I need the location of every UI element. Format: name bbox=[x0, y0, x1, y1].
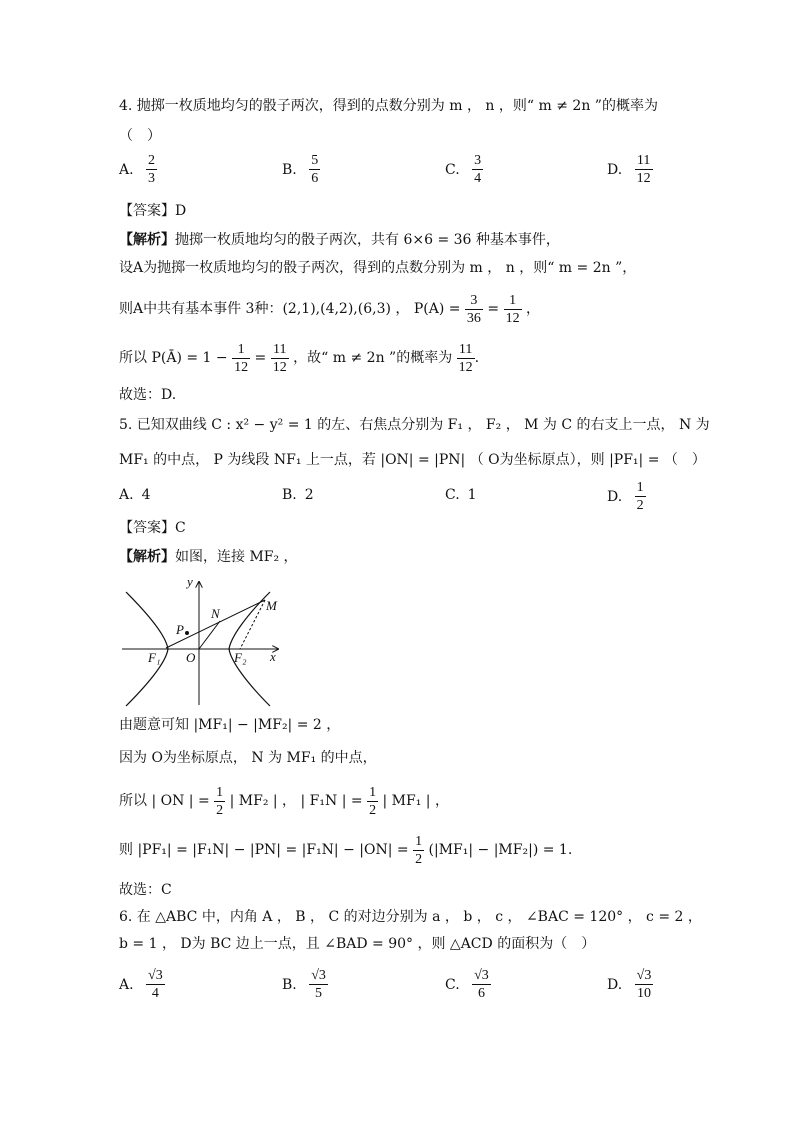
q4-option-d: D. $\frac{11}{12}$ bbox=[607, 153, 651, 186]
point-p bbox=[185, 631, 189, 635]
q5-stem-2: MF₁ 的中点， P 为线段 NF₁ 上一点，若 |ON| = |PN| （ O为坐标原点），则 |PF₁| = （ ） bbox=[119, 452, 706, 468]
label-f1: F₁ bbox=[148, 650, 161, 665]
q6-option-c: C. $\frac{√3}{6}$ bbox=[445, 968, 489, 1001]
q4-option-b: B. $\frac{5}{6}$ bbox=[282, 153, 319, 186]
q4-option-a: A. $\frac{2}{3}$ bbox=[119, 153, 156, 186]
label-p: P bbox=[176, 622, 184, 637]
q5-line-1: 由题意可知 |MF₁| − |MF₂| = 2 ， bbox=[119, 717, 341, 733]
q4-analysis-2: 设A为抛掷一枚质地均匀的骰子两次，得到的点数分别为 m ， n ，则“ m = 2n ”， bbox=[119, 260, 637, 276]
label-n: N bbox=[211, 606, 220, 621]
q5-option-d: D. $\frac{1}{2}$ bbox=[607, 480, 644, 513]
q5-conclusion: 故选：C bbox=[119, 882, 172, 898]
q4-analysis-3: 则A中共有基本事件 3种：(2,1),(4,2),(6,3) ， P(A) = $\frac{3}{36}$ = $\frac{1}{12}$ ， bbox=[119, 292, 541, 326]
q5-analysis-1: 【解析】如图，连接 MF₂ ， bbox=[119, 549, 298, 565]
q5-option-b: B. 2 bbox=[282, 487, 314, 503]
label-o: O bbox=[186, 650, 196, 665]
q4-analysis-4: 所以 P(Ā) = 1 − $\frac{1}{12}$ = $\frac{11}{12}$ ，故“ m ≠ 2n ”的概率为 $\frac{11}{12}$ . bbox=[119, 341, 480, 375]
q4-stem: 4. 抛掷一枚质地均匀的骰子两次，得到的点数分别为 m ， n ，则“ m ≠ 2n ”的概率为 bbox=[119, 98, 658, 114]
label-y: y bbox=[187, 574, 193, 589]
segment-m-f2-dashed bbox=[240, 600, 265, 649]
q4-paren: （ ） bbox=[119, 128, 161, 144]
q6-stem-2: b = 1 ， D为 BC 边上一点，且 ∠BAD = 90° ，则 △ACD 的面积为（ ） bbox=[119, 936, 596, 952]
q5-option-a: A. 4 bbox=[119, 487, 151, 503]
label-f2: F₂ bbox=[234, 650, 247, 665]
q5-answer: 【答案】C bbox=[119, 520, 186, 536]
q6-option-d: D. $\frac{√3}{10}$ bbox=[607, 968, 652, 1001]
q4-analysis-1: 【解析】抛掷一枚质地均匀的骰子两次，共有 6×6 = 36 种基本事件， bbox=[119, 232, 560, 248]
hyperbola-figure bbox=[118, 574, 288, 709]
q5-line-3: 所以 | ON | = $\frac{1}{2}$ | MF₂ | ， | F₁N | = $\frac{1}{2}$ | MF₁ | ， bbox=[119, 784, 449, 818]
segment-o-n bbox=[199, 621, 220, 649]
q4-conclusion: 故选：D. bbox=[119, 387, 177, 403]
q4-option-c: C. $\frac{3}{4}$ bbox=[445, 153, 482, 186]
q6-option-b: B. $\frac{√3}{5}$ bbox=[282, 968, 326, 1001]
q5-line-2: 因为 O为坐标原点， N 为 MF₁ 的中点， bbox=[119, 750, 377, 766]
q5-stem-1: 5. 已知双曲线 C : x² − y² = 1 的左、右焦点分别为 F₁ ， F₂ ， M 为 C 的右支上一点， N 为 bbox=[119, 417, 710, 433]
q6-stem-1: 6. 在 △ABC 中，内角 A ， B ， C 的对边分别为 a ， b ， c ， ∠BAC = 120° ， c = 2 ， bbox=[119, 909, 702, 925]
q5-line-4: 则 |PF₁| = |F₁N| − |PN| = |F₁N| − |ON| = $\frac{1}{2}$ (|MF₁| − |MF₂|) = 1. bbox=[119, 833, 573, 867]
label-m: M bbox=[266, 598, 277, 613]
label-x: x bbox=[270, 649, 276, 664]
q5-option-c: C. 1 bbox=[445, 487, 477, 503]
q6-option-a: A. $\frac{√3}{4}$ bbox=[119, 968, 163, 1001]
q4-answer: 【答案】D bbox=[119, 203, 187, 219]
